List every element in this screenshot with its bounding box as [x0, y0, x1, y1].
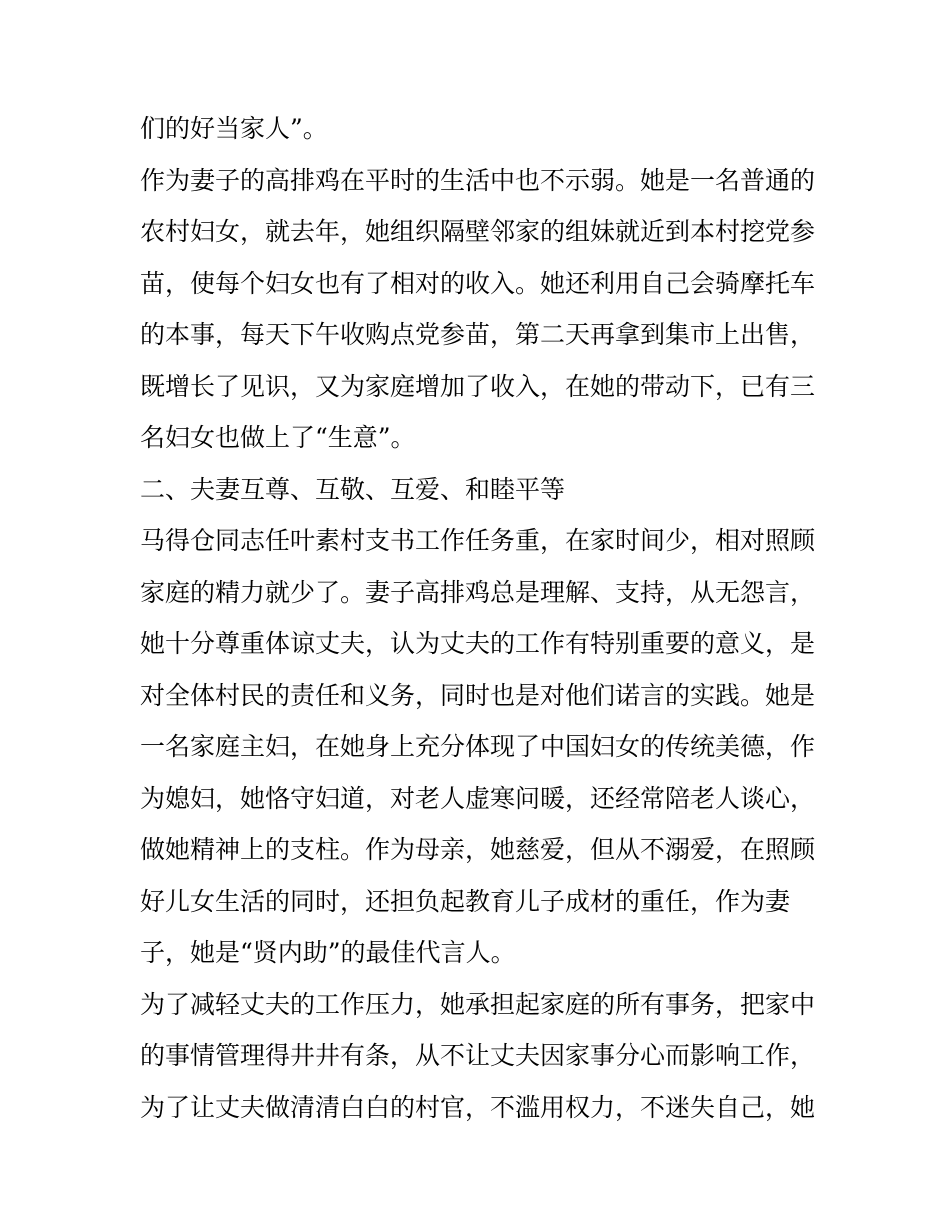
text-line-6: 既增长了见识，又为家庭增加了收入，在她的带动下，已有三: [140, 371, 816, 401]
text-line-19: 的事情管理得井井有条，从不让丈夫因家事分心而影响工作，: [140, 1041, 816, 1070]
text-line-18: 为了减轻丈夫的工作压力，她承担起家庭的所有事务，把家中: [140, 989, 816, 1019]
text-line-2: 作为妻子的高排鸡在平时的生活中也不示弱。她是一名普通的: [140, 165, 816, 195]
text-line-4: 苗，使每个妇女也有了相对的收入。她还利用自己会骑摩托车: [140, 268, 816, 298]
text-line-5: 的本事，每天下午收购点党参苗，第二天再拿到集市上出售，: [140, 320, 816, 349]
text-line-10: 家庭的精力就少了。妻子高排鸡总是理解、支持，从无怨言，: [140, 577, 816, 607]
section-heading: 二、夫妻互尊、互敬、互爱、和睦平等: [140, 474, 566, 504]
text-line-15: 做她精神上的支柱。作为母亲，她慈爱，但从不溺爱，在照顾: [140, 835, 816, 864]
text-line-9: 马得仓同志任叶素村支书工作任务重，在家时间少，相对照顾: [140, 526, 816, 555]
text-line-16: 好儿女生活的同时，还担负起教育儿子成材的重任，作为妻: [140, 886, 791, 916]
text-line-17: 子，她是“贤内助”的最佳代言人。: [140, 938, 516, 967]
text-line-7: 名妇女也做上了“生意”。: [140, 423, 416, 452]
text-line-11: 她十分尊重体谅丈夫，认为丈夫的工作有特别重要的意义，是: [140, 629, 816, 658]
text-line-3: 农村妇女，就去年，她组织隔壁邻家的组妹就近到本村挖党参: [140, 217, 816, 246]
text-line-14: 为媳妇，她恪守妇道，对老人虚寒问暖，还经常陪老人谈心，: [140, 783, 816, 813]
document-body: [140, 103, 820, 1133]
text-line-20: 为了让丈夫做清清白白的村官，不滥用权力，不迷失自己，她: [140, 1092, 816, 1122]
text-line-13: 一名家庭主妇，在她身上充分体现了中国妇女的传统美德，作: [140, 732, 816, 761]
text-line-12: 对全体村民的责任和义务，同时也是对他们诺言的实践。她是: [140, 680, 816, 710]
text-line-1: 们的好当家人”。: [140, 114, 328, 143]
